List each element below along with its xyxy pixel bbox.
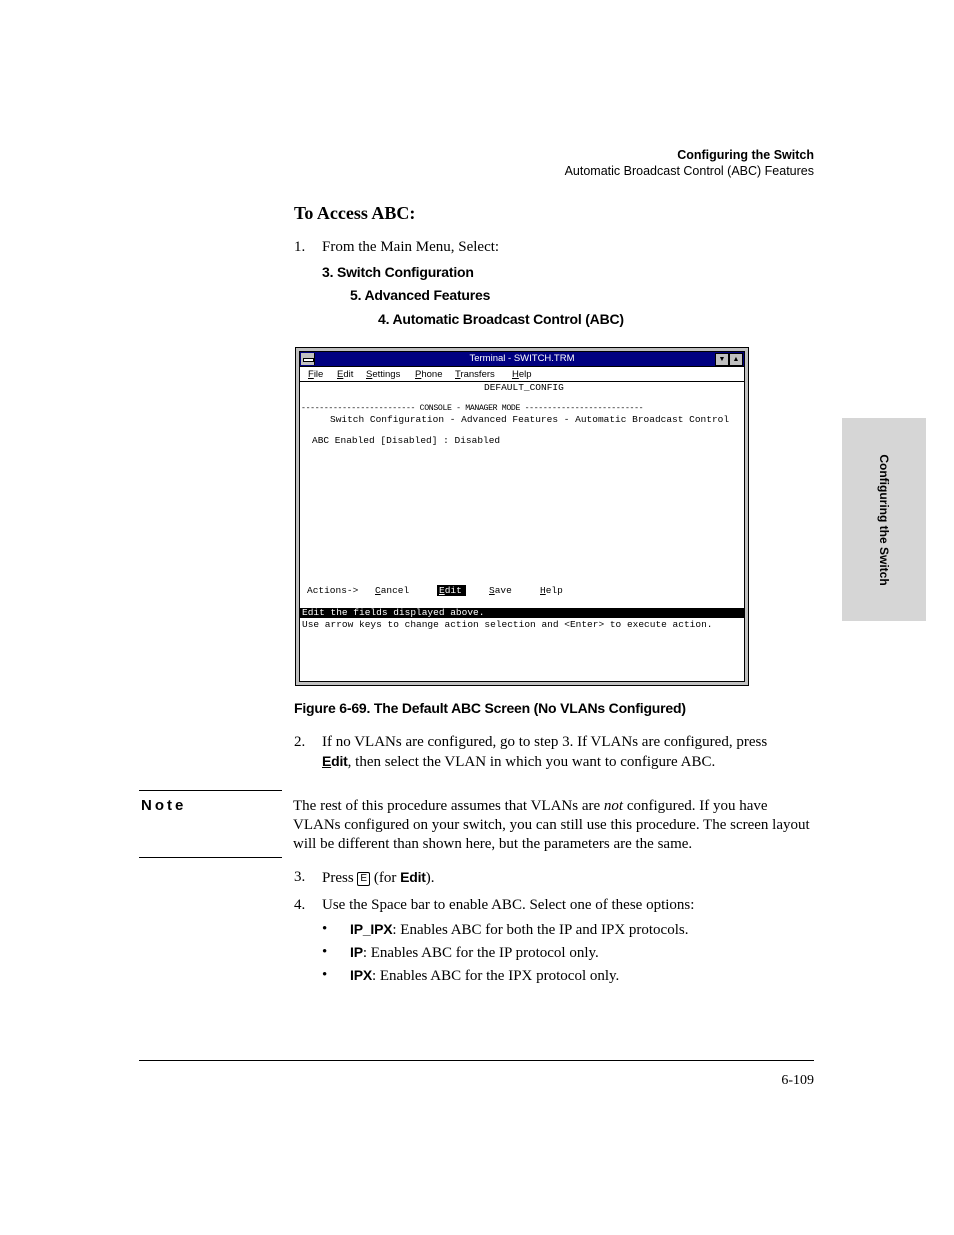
menu-edit[interactable]: Edit — [337, 369, 354, 380]
option-ip-ipx: IP_IPX: Enables ABC for both the IP and IPX protocols. — [350, 921, 689, 938]
menu-settings[interactable]: Settings — [366, 369, 401, 380]
actions-label: Actions-> — [307, 585, 359, 596]
menu-phone[interactable]: Phone — [415, 369, 443, 380]
menu-path-level-1: 3. Switch Configuration — [322, 264, 474, 280]
terminal-status-line: Edit the fields displayed above. — [300, 608, 744, 618]
option-ip: IP: Enables ABC for the IP protocol only. — [350, 944, 599, 961]
e-key-icon: E — [357, 872, 370, 886]
terminal-title-bar — [300, 352, 744, 367]
step-3-text: Press E (for Edit). — [322, 869, 435, 886]
terminal-help-line: Use arrow keys to change action selection and <Enter> to execute action. — [302, 619, 713, 630]
step-3-number: 3. — [294, 869, 306, 885]
note-bottom-rule — [139, 857, 282, 858]
screen-title: Switch Configuration - Advanced Features - Automatic Broadcast Control — [330, 414, 730, 425]
side-tab-label: Configuring the Switch — [877, 453, 891, 586]
section-heading: To Access ABC: — [294, 203, 416, 223]
bullet-icon: • — [322, 967, 328, 983]
running-header-chapter: Configuring the Switch — [677, 148, 814, 162]
terminal-title: Terminal - SWITCH.TRM — [469, 353, 575, 364]
action-cancel[interactable]: Cancel — [375, 585, 410, 596]
step-2-line-2: Edit, then select the VLAN in which you want to configure ABC. — [322, 753, 716, 770]
terminal-menu-bar — [300, 367, 744, 382]
menu-help[interactable]: Help — [512, 369, 532, 380]
menu-path-level-3: 4. Automatic Broadcast Control (ABC) — [378, 311, 624, 327]
terminal-window — [295, 347, 749, 686]
running-header-section: Automatic Broadcast Control (ABC) Features — [564, 164, 814, 178]
chapter-side-tab — [842, 418, 926, 621]
minimize-icon[interactable]: ▼ — [715, 353, 729, 366]
config-name: DEFAULT_CONFIG — [484, 382, 564, 393]
action-save[interactable]: Save — [489, 585, 512, 596]
menu-path-level-2: 5. Advanced Features — [350, 287, 491, 303]
console-mode-line: ------------------------- CONSOLE - MANAGER MODE -------------------------- — [301, 404, 644, 413]
note-top-rule — [139, 790, 282, 791]
maximize-icon[interactable]: ▲ — [729, 353, 743, 366]
step-4-number: 4. — [294, 897, 306, 913]
action-help[interactable]: Help — [540, 585, 563, 596]
step-1-number: 1. — [294, 239, 306, 255]
step-4-text: Use the Space bar to enable ABC. Select one of these options: — [322, 897, 695, 913]
note-text: The rest of this procedure assumes that VLANs are not configured. If you have VLANs configured on your switch, you can still use this procedure. The screen layout will be different than shown here, but the parameters are the same. — [293, 798, 810, 852]
option-ipx: IPX: Enables ABC for the IPX protocol only. — [350, 967, 620, 984]
abc-enabled-field[interactable]: ABC Enabled [Disabled] : Disabled — [312, 435, 501, 446]
page-number: 6-109 — [781, 1073, 814, 1088]
figure-caption: Figure 6-69. The Default ABC Screen (No VLANs Configured) — [294, 700, 686, 716]
bullet-icon: • — [322, 944, 328, 960]
step-2-number: 2. — [294, 734, 306, 750]
bullet-icon: • — [322, 921, 328, 937]
menu-file[interactable]: File — [308, 369, 324, 380]
note-label: Note — [141, 797, 187, 814]
step-2-line-1: If no VLANs are configured, go to step 3. If VLANs are configured, press — [322, 734, 768, 750]
step-1-text: From the Main Menu, Select: — [322, 239, 500, 255]
terminal-screen — [300, 382, 744, 681]
menu-transfers[interactable]: Transfers — [455, 369, 495, 380]
action-edit[interactable]: Edit — [437, 585, 466, 596]
footer-rule — [139, 1060, 814, 1061]
